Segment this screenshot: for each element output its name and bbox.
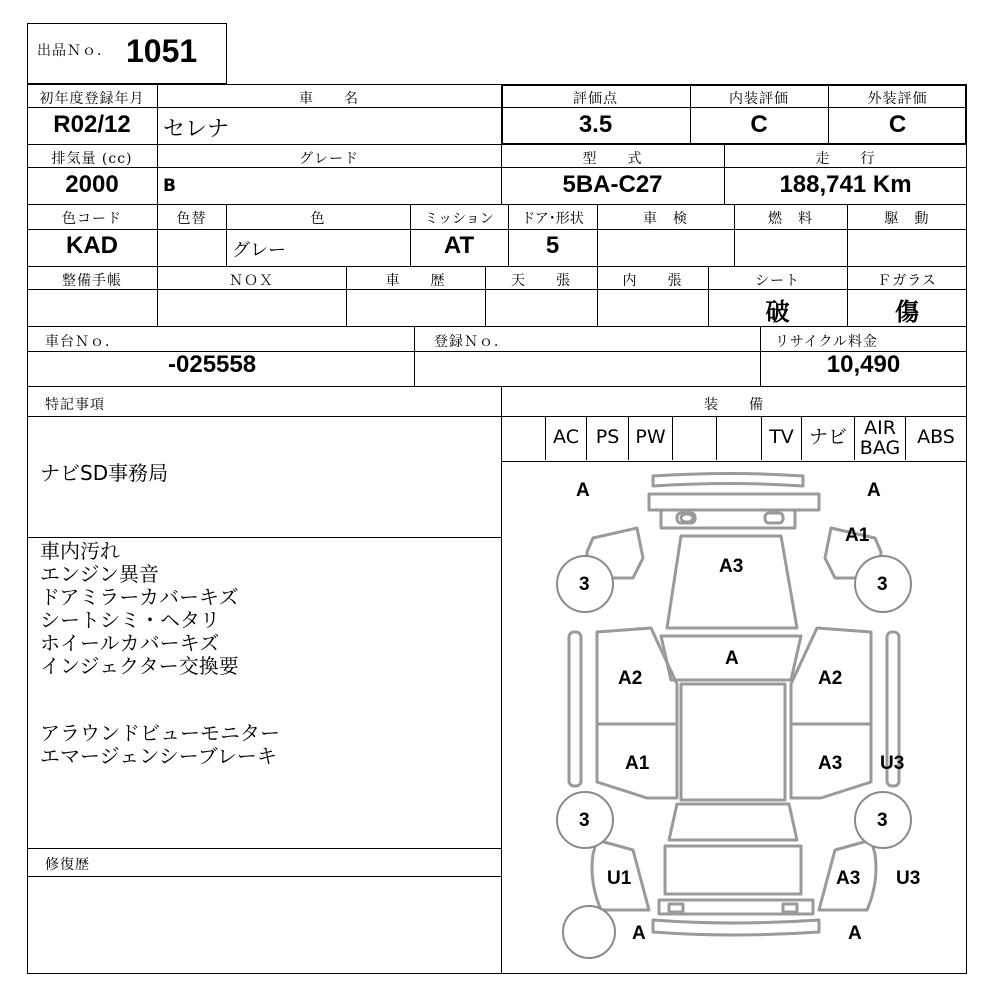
model-label: 型 式 — [582, 151, 643, 167]
note-line: エマージェンシーブレーキ — [40, 744, 277, 768]
notes-list — [40, 540, 239, 678]
note-line: エンジン異音 — [40, 562, 159, 586]
grade-tire-fr: 3 — [877, 574, 888, 595]
seat-value: 破 — [765, 298, 790, 326]
grade-rear-door-left: A1 — [625, 753, 650, 774]
rear-gate-outline — [665, 846, 801, 894]
mileage-value: 188,741 Km — [779, 171, 912, 198]
grade-rear-door-right: A3 — [818, 753, 843, 774]
recycle-value: 10,490 — [826, 351, 901, 378]
exterior-label: 外装評価 — [867, 91, 928, 107]
model-value: 5BA-C27 — [562, 171, 663, 198]
inspection-label: 車 検 — [643, 211, 688, 227]
equipment-cell — [717, 417, 762, 460]
mission-value: AT — [443, 232, 475, 259]
score-label: 評価点 — [573, 91, 618, 107]
grade-right-sill: U3 — [880, 753, 905, 774]
emblem-outline — [681, 514, 693, 522]
equipment-cell — [673, 417, 717, 460]
equipment-ps: PS — [595, 426, 620, 448]
spare-wheel — [563, 906, 615, 958]
color-label: 色 — [310, 211, 326, 227]
hood-outline — [667, 536, 797, 628]
grade-front-door-right: A2 — [818, 668, 843, 689]
front-light-right-outline — [765, 513, 783, 523]
color-code-value: KAD — [66, 232, 118, 259]
history-label: 車 歴 — [385, 273, 446, 289]
displacement-label: 排気量 (cc) — [51, 151, 133, 167]
grade-front-right: A — [867, 480, 881, 501]
rear-light-left-outline — [669, 904, 683, 912]
note-line: シートシミ・ヘタリ — [40, 608, 220, 632]
equipment-tv: TV — [769, 426, 794, 448]
repaint-label: 色替 — [176, 211, 207, 227]
rear-light-right-outline — [783, 904, 797, 912]
door-label: ドア･形状 — [521, 211, 584, 227]
recycle-label: リサイクル料金 — [775, 334, 879, 350]
reg-no-label: 登録Ｎｏ． — [434, 334, 509, 350]
rear-bumper-lower-outline — [653, 920, 819, 935]
grade-front-door-left: A2 — [618, 668, 643, 689]
color-code-label: 色コード — [62, 211, 122, 227]
notes-label: 特記事項 — [45, 397, 105, 413]
grade-rear-right-under: U3 — [896, 868, 921, 889]
rear-window-outline — [669, 804, 797, 840]
grade-rear-left: A — [632, 923, 646, 944]
grade-front-left: A — [576, 480, 590, 501]
note-top: ナビSD事務局 — [40, 461, 169, 485]
grade-rear-quarter-right: A3 — [836, 868, 861, 889]
mission-label: ミッション — [424, 211, 494, 227]
interior-trim-label: 内 張 — [622, 273, 683, 289]
nox-label: ＮＯＸ — [229, 273, 274, 289]
equipment-ac: AC — [553, 426, 579, 448]
displacement-value: 2000 — [65, 171, 119, 198]
equipment-airbag: AIR BAG — [859, 417, 901, 459]
ceiling-label: 天 張 — [511, 273, 571, 289]
grade-label: グレード — [299, 151, 359, 167]
grade-tire-rl: 3 — [579, 810, 590, 831]
front-bumper-outline — [653, 474, 803, 487]
roof-outline — [681, 684, 785, 800]
exterior-value: C — [888, 111, 907, 138]
note-line: 車内汚れ — [40, 539, 120, 563]
note-line: インジェクター交換要 — [40, 654, 239, 678]
notes-list-2 — [40, 722, 280, 768]
grade-rear-right: A — [848, 923, 862, 944]
equipment-abs: ABS — [917, 426, 955, 448]
note-line: アラウンドビューモニター — [40, 721, 280, 745]
interior-label: 内装評価 — [729, 91, 789, 107]
first-reg-label: 初年度登録年月 — [39, 91, 145, 107]
seat-label: シート — [755, 273, 800, 289]
grade-windshield-right: A1 — [845, 525, 870, 546]
front-grille-outline — [649, 494, 819, 510]
equipment-label: 装 備 — [704, 397, 764, 413]
chassis-value: -025558 — [168, 351, 257, 378]
mileage-label: 走 行 — [815, 151, 876, 167]
door-value: 5 — [545, 232, 560, 259]
grade-roof-front: A — [725, 648, 739, 669]
grade-tire-rr: 3 — [877, 810, 888, 831]
glass-value: 傷 — [895, 298, 919, 326]
grade-value: B — [163, 176, 176, 196]
lot-number: 1051 — [126, 33, 198, 69]
drive-label: 駆 動 — [884, 211, 930, 227]
score-value: 3.5 — [578, 111, 613, 138]
grade-tire-fl: 3 — [579, 574, 590, 595]
equipment-pw: PW — [635, 426, 666, 448]
grade-rear-quarter-left: U1 — [607, 868, 632, 889]
equipment-navi: ナビ — [808, 426, 847, 448]
fuel-label: 燃 料 — [768, 211, 813, 227]
left-sill-outline — [569, 632, 581, 786]
chassis-label: 車台Ｎｏ． — [45, 334, 120, 350]
interior-value: C — [750, 111, 768, 138]
repair-history-label: 修復歴 — [45, 857, 90, 873]
car-name-label: 車 名 — [299, 91, 359, 107]
note-line: ドアミラーカバーキズ — [40, 585, 239, 609]
glass-label: Ｆガラス — [877, 273, 937, 289]
car-diagram — [501, 462, 967, 974]
color-value: グレー — [232, 240, 286, 261]
car-name-value: セレナ — [163, 117, 230, 142]
first-reg-value: R02/12 — [53, 111, 131, 138]
equipment-cell — [501, 417, 546, 460]
note-line: ホイールカバーキズ — [40, 631, 220, 655]
equipment-row — [501, 417, 967, 461]
maintenance-label: 整備手帳 — [62, 273, 122, 289]
grade-hood: A3 — [719, 556, 744, 577]
lot-label: 出品Ｎｏ． — [37, 43, 112, 59]
